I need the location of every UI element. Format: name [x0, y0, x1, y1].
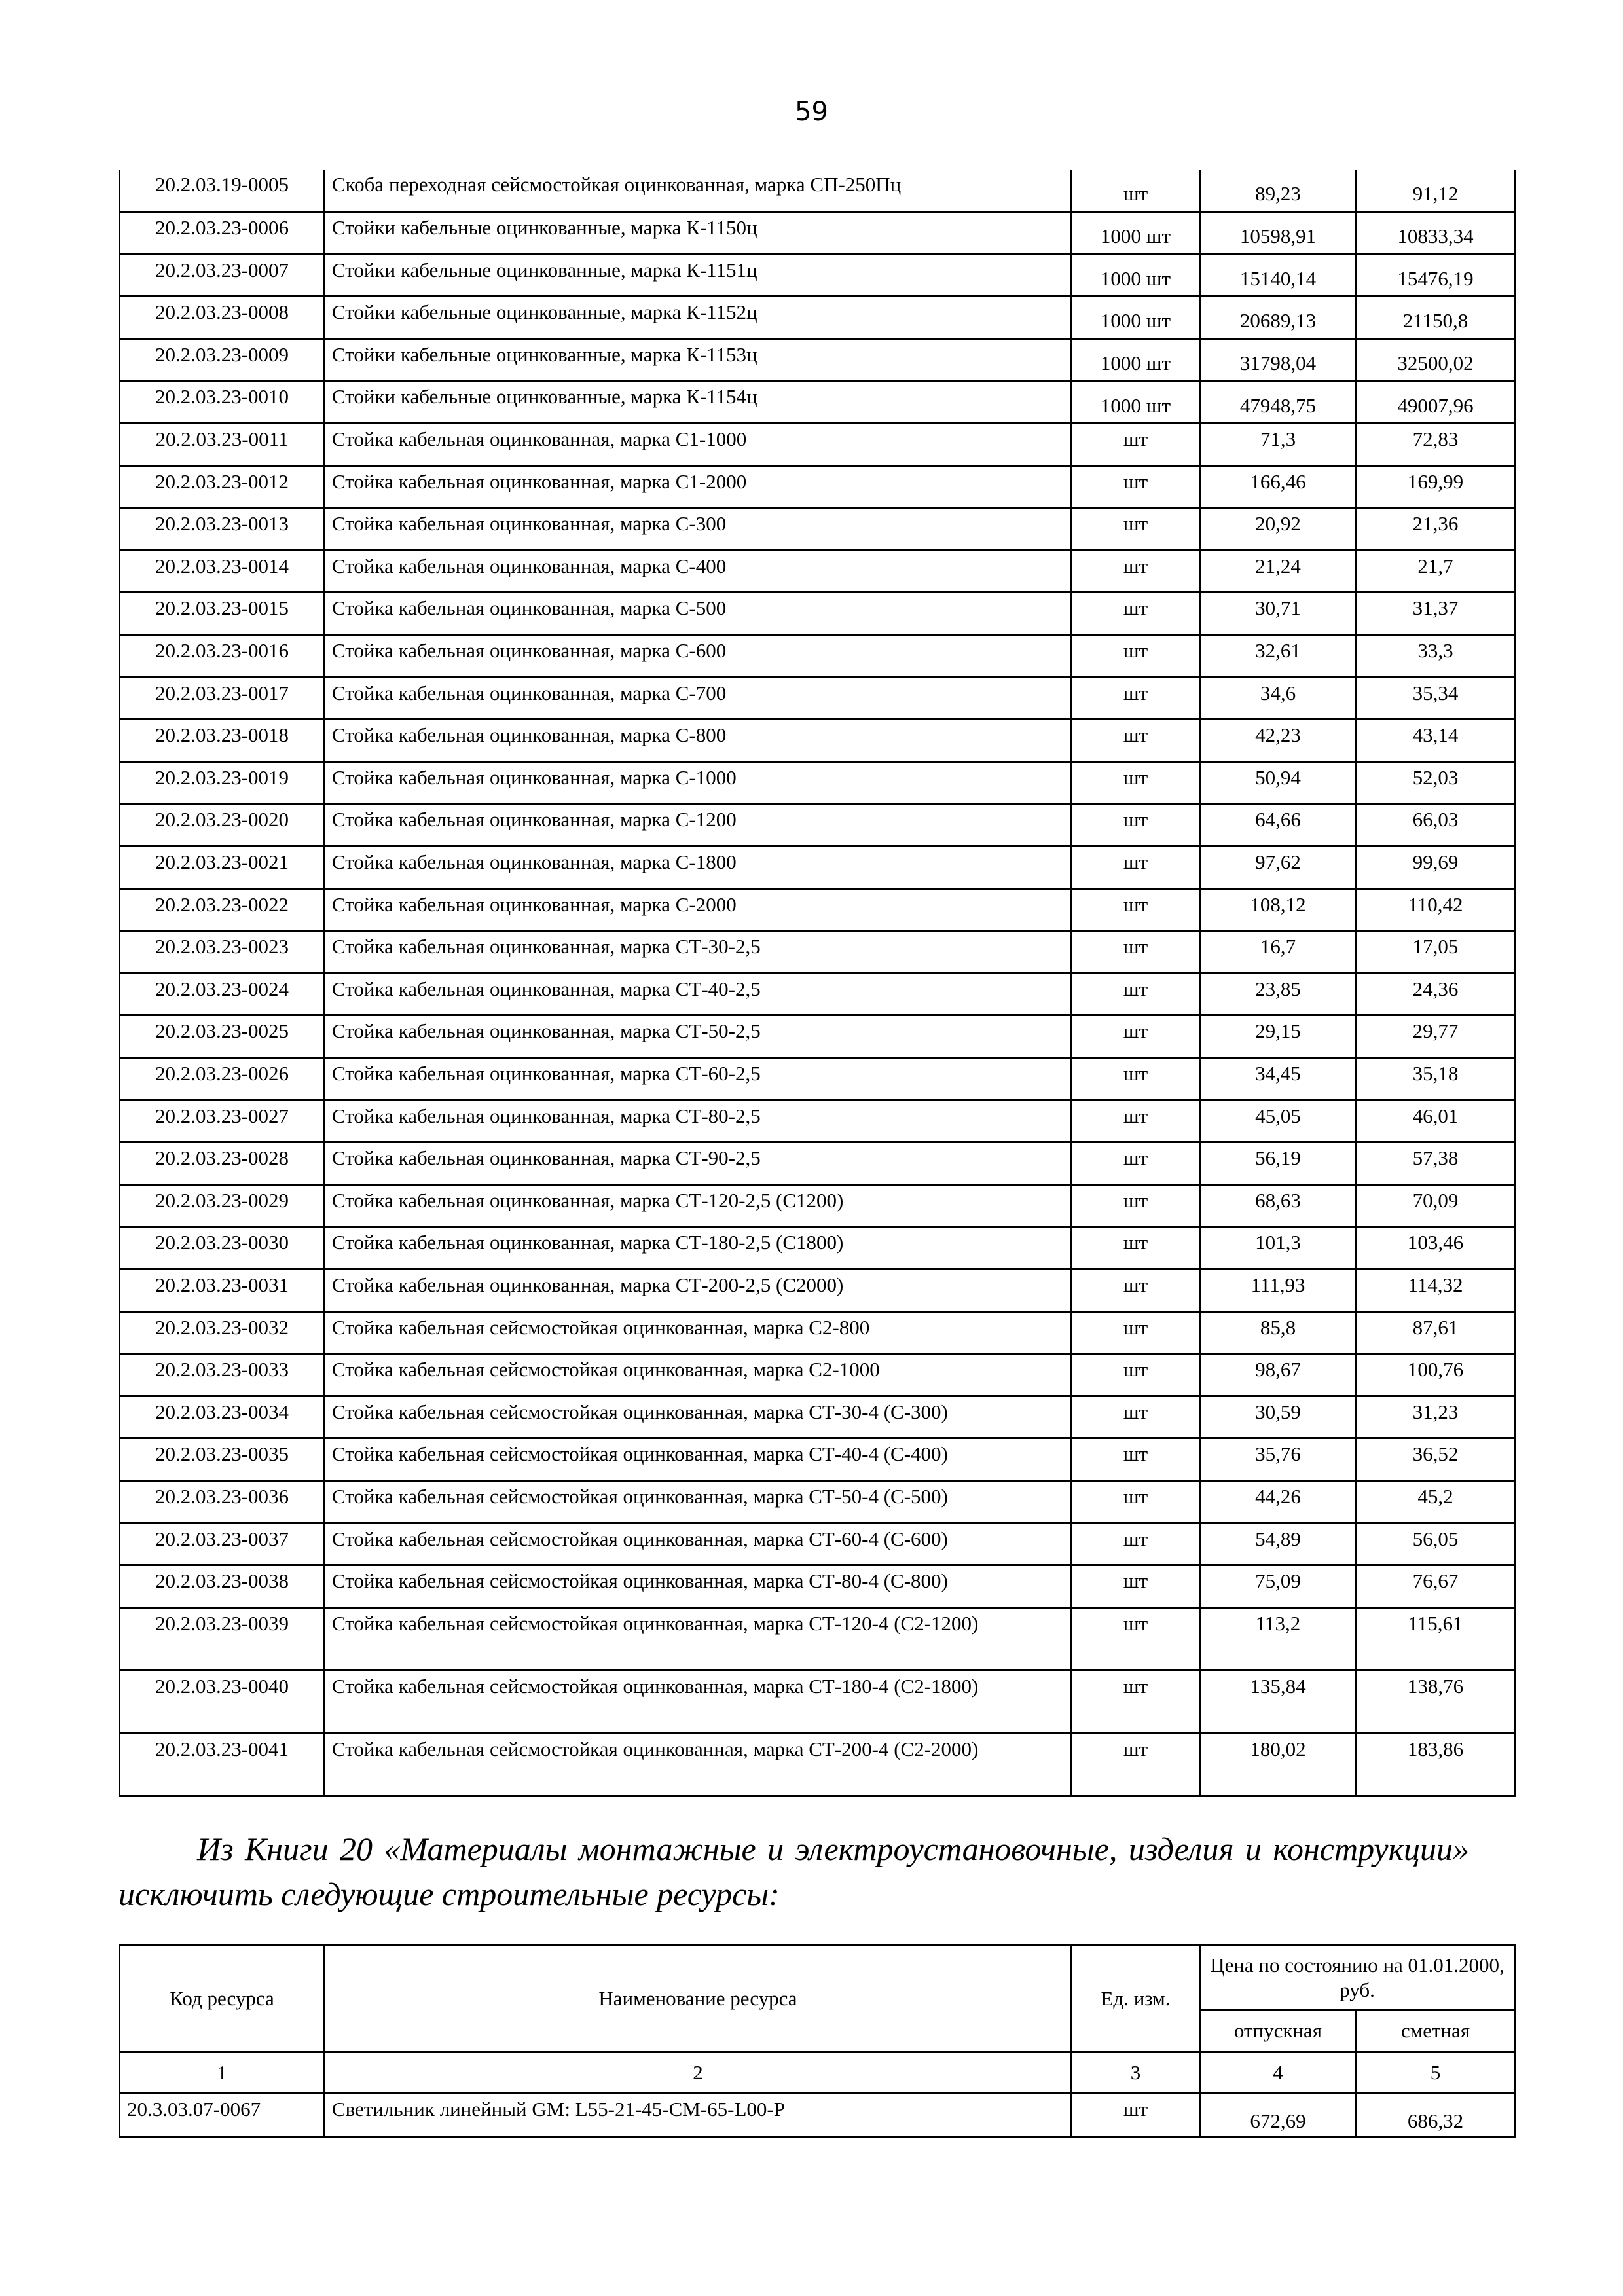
table-row — [120, 2094, 1515, 2137]
cell-unit: шт — [1072, 508, 1200, 551]
cell-name: Стойка кабельная оцинкованная, марка С-1800 — [325, 847, 1072, 889]
cell-unit: шт — [1072, 1184, 1200, 1227]
cell-name: Стойка кабельная сейсмостойкая оцинкованная, марка СТ-40-4 (С-400) — [325, 1438, 1072, 1481]
cell-unit: шт — [1072, 1142, 1200, 1185]
cell-name: Стойка кабельная оцинкованная, марка С-2000 — [325, 888, 1072, 931]
cell-wholesale: 98,67 — [1200, 1354, 1357, 1396]
header-code: Код ресурса — [120, 1946, 325, 2052]
cell-estimate: 31,23 — [1357, 1396, 1515, 1438]
cell-wholesale: 16,7 — [1200, 931, 1357, 974]
cell-unit: шт — [1072, 2094, 1200, 2137]
cell-estimate: 56,05 — [1357, 1523, 1515, 1565]
cell-unit: шт — [1072, 1396, 1200, 1438]
cell-unit: шт — [1072, 1670, 1200, 1733]
cell-code: 20.2.03.23-0032 — [120, 1311, 325, 1354]
table-row — [120, 720, 1515, 762]
cell-wholesale: 89,23 — [1200, 170, 1357, 212]
table-row — [120, 761, 1515, 804]
cell-code: 20.2.03.23-0014 — [120, 550, 325, 592]
cell-code: 20.2.03.23-0020 — [120, 804, 325, 847]
cell-name: Стойка кабельная оцинкованная, марка СТ-180-2,5 (С1800) — [325, 1227, 1072, 1269]
cell-code: 20.2.03.23-0013 — [120, 508, 325, 551]
cell-code: 20.2.03.23-0040 — [120, 1670, 325, 1733]
cell-estimate: 100,76 — [1357, 1354, 1515, 1396]
table-row — [120, 170, 1515, 212]
cell-wholesale: 672,69 — [1200, 2094, 1357, 2137]
column-number: 4 — [1200, 2052, 1357, 2094]
cell-estimate: 66,03 — [1357, 804, 1515, 847]
excluded-resources-table — [119, 1944, 1516, 2138]
cell-code: 20.2.03.23-0008 — [120, 297, 325, 339]
cell-unit: шт — [1072, 1438, 1200, 1481]
cell-wholesale: 180,02 — [1200, 1733, 1357, 1796]
page-number: 59 — [795, 97, 828, 127]
cell-name: Стойка кабельная оцинкованная, марка С-800 — [325, 720, 1072, 762]
column-number: 2 — [325, 2052, 1072, 2094]
header-estimate: сметная — [1357, 2010, 1515, 2052]
cell-unit: шт — [1072, 1015, 1200, 1058]
cell-estimate: 169,99 — [1357, 465, 1515, 508]
cell-name: Стойка кабельная оцинкованная, марка С-300 — [325, 508, 1072, 551]
cell-wholesale: 113,2 — [1200, 1607, 1357, 1670]
cell-code: 20.2.03.23-0023 — [120, 931, 325, 974]
cell-estimate: 10833,34 — [1357, 212, 1515, 255]
cell-code: 20.2.03.23-0028 — [120, 1142, 325, 1185]
cell-name: Стойки кабельные оцинкованные, марка К-1153ц — [325, 338, 1072, 381]
cell-name: Стойка кабельная сейсмостойкая оцинкованная, марка СТ-50-4 (С-500) — [325, 1480, 1072, 1523]
cell-estimate: 29,77 — [1357, 1015, 1515, 1058]
cell-wholesale: 64,66 — [1200, 804, 1357, 847]
cell-estimate: 87,61 — [1357, 1311, 1515, 1354]
cell-code: 20.2.03.23-0041 — [120, 1733, 325, 1796]
table-row — [120, 338, 1515, 381]
cell-code: 20.2.03.23-0011 — [120, 424, 325, 466]
table-row — [120, 635, 1515, 678]
cell-estimate: 72,83 — [1357, 424, 1515, 466]
table-row — [120, 1607, 1515, 1670]
table-row — [120, 1523, 1515, 1565]
cell-code: 20.2.03.23-0026 — [120, 1057, 325, 1100]
cell-code: 20.2.03.23-0034 — [120, 1396, 325, 1438]
cell-name: Стойка кабельная сейсмостойкая оцинкованная, марка СТ-60-4 (С-600) — [325, 1523, 1072, 1565]
table-row — [120, 847, 1515, 889]
cell-name: Стойка кабельная оцинкованная, марка СТ-90-2,5 — [325, 1142, 1072, 1185]
table-row — [120, 465, 1515, 508]
table-row — [120, 1733, 1515, 1796]
cell-unit: шт — [1072, 931, 1200, 974]
cell-name: Стойка кабельная оцинкованная, марка С1-1000 — [325, 424, 1072, 466]
cell-unit: шт — [1072, 465, 1200, 508]
cell-wholesale: 20689,13 — [1200, 297, 1357, 339]
table-row — [120, 1438, 1515, 1481]
cell-name: Стойка кабельная оцинкованная, марка С-1000 — [325, 761, 1072, 804]
cell-wholesale: 68,63 — [1200, 1184, 1357, 1227]
cell-code: 20.2.03.23-0018 — [120, 720, 325, 762]
cell-code: 20.2.03.23-0021 — [120, 847, 325, 889]
cell-code: 20.2.03.23-0029 — [120, 1184, 325, 1227]
cell-name: Светильник линейный GM: L55-21-45-CM-65-L00-P — [325, 2094, 1072, 2137]
cell-unit: шт — [1072, 635, 1200, 678]
cell-wholesale: 135,84 — [1200, 1670, 1357, 1733]
cell-wholesale: 30,59 — [1200, 1396, 1357, 1438]
cell-code: 20.2.03.23-0030 — [120, 1227, 325, 1269]
column-number: 1 — [120, 2052, 325, 2094]
cell-wholesale: 29,15 — [1200, 1015, 1357, 1058]
cell-code: 20.2.03.23-0027 — [120, 1100, 325, 1142]
cell-wholesale: 54,89 — [1200, 1523, 1357, 1565]
cell-estimate: 76,67 — [1357, 1565, 1515, 1608]
table-row — [120, 1565, 1515, 1608]
cell-unit: шт — [1072, 720, 1200, 762]
cell-name: Стойки кабельные оцинкованные, марка К-1150ц — [325, 212, 1072, 255]
cell-wholesale: 15140,14 — [1200, 254, 1357, 297]
cell-wholesale: 97,62 — [1200, 847, 1357, 889]
cell-estimate: 21150,8 — [1357, 297, 1515, 339]
cell-estimate: 46,01 — [1357, 1100, 1515, 1142]
table-row — [120, 1269, 1515, 1311]
table-row — [120, 212, 1515, 255]
cell-unit: шт — [1072, 592, 1200, 635]
cell-name: Стойка кабельная оцинкованная, марка СТ-120-2,5 (С1200) — [325, 1184, 1072, 1227]
cell-estimate: 183,86 — [1357, 1733, 1515, 1796]
cell-name: Стойки кабельные оцинкованные, марка К-1152ц — [325, 297, 1072, 339]
table-row — [120, 973, 1515, 1015]
cell-name: Стойка кабельная оцинкованная, марка СТ-30-2,5 — [325, 931, 1072, 974]
cell-wholesale: 45,05 — [1200, 1100, 1357, 1142]
cell-unit: шт — [1072, 1480, 1200, 1523]
header-wholesale: отпускная — [1200, 2010, 1357, 2052]
cell-wholesale: 32,61 — [1200, 635, 1357, 678]
cell-wholesale: 20,92 — [1200, 508, 1357, 551]
cell-code: 20.2.03.23-0015 — [120, 592, 325, 635]
cell-wholesale: 108,12 — [1200, 888, 1357, 931]
table-row — [120, 1015, 1515, 1058]
cell-wholesale: 34,45 — [1200, 1057, 1357, 1100]
cell-name: Стойка кабельная оцинкованная, марка СТ-200-2,5 (С2000) — [325, 1269, 1072, 1311]
table-row — [120, 1184, 1515, 1227]
table-row — [120, 381, 1515, 424]
cell-name: Стойка кабельная сейсмостойкая оцинкованная, марка СТ-200-4 (С2-2000) — [325, 1733, 1072, 1796]
cell-estimate: 57,38 — [1357, 1142, 1515, 1185]
header-name: Наименование ресурса — [325, 1946, 1072, 2052]
column-number: 3 — [1072, 2052, 1200, 2094]
cell-wholesale: 75,09 — [1200, 1565, 1357, 1608]
cell-code: 20.2.03.23-0024 — [120, 973, 325, 1015]
cell-unit: шт — [1072, 804, 1200, 847]
cell-wholesale: 42,23 — [1200, 720, 1357, 762]
cell-wholesale: 47948,75 — [1200, 381, 1357, 424]
cell-unit: шт — [1072, 170, 1200, 212]
cell-wholesale: 85,8 — [1200, 1311, 1357, 1354]
cell-unit: шт — [1072, 1311, 1200, 1354]
cell-name: Стойка кабельная сейсмостойкая оцинкованная, марка СТ-30-4 (С-300) — [325, 1396, 1072, 1438]
cell-name: Стойка кабельная оцинкованная, марка С-700 — [325, 677, 1072, 720]
cell-estimate: 43,14 — [1357, 720, 1515, 762]
cell-unit: 1000 шт — [1072, 254, 1200, 297]
cell-code: 20.3.03.07-0067 — [120, 2094, 325, 2137]
cell-estimate: 21,7 — [1357, 550, 1515, 592]
cell-unit: шт — [1072, 1057, 1200, 1100]
cell-unit: шт — [1072, 1733, 1200, 1796]
cell-estimate: 91,12 — [1357, 170, 1515, 212]
column-number: 5 — [1357, 2052, 1515, 2094]
table-row — [120, 508, 1515, 551]
cell-estimate: 33,3 — [1357, 635, 1515, 678]
cell-estimate: 99,69 — [1357, 847, 1515, 889]
cell-code: 20.2.03.23-0022 — [120, 888, 325, 931]
cell-estimate: 103,46 — [1357, 1227, 1515, 1269]
cell-unit: шт — [1072, 1523, 1200, 1565]
table-row — [120, 1354, 1515, 1396]
cell-estimate: 114,32 — [1357, 1269, 1515, 1311]
cell-estimate: 24,36 — [1357, 973, 1515, 1015]
cell-name: Стойка кабельная сейсмостойкая оцинкованная, марка С2-1000 — [325, 1354, 1072, 1396]
cell-code: 20.2.03.23-0035 — [120, 1438, 325, 1481]
cell-estimate: 31,37 — [1357, 592, 1515, 635]
cell-name: Стойка кабельная оцинкованная, марка С-1200 — [325, 804, 1072, 847]
cell-estimate: 35,18 — [1357, 1057, 1515, 1100]
cell-code: 20.2.03.23-0007 — [120, 254, 325, 297]
cell-estimate: 110,42 — [1357, 888, 1515, 931]
cell-estimate: 36,52 — [1357, 1438, 1515, 1481]
table-row — [120, 1311, 1515, 1354]
resources-table-continued — [119, 170, 1516, 1797]
cell-wholesale: 23,85 — [1200, 973, 1357, 1015]
cell-code: 20.2.03.23-0025 — [120, 1015, 325, 1058]
cell-name: Стойка кабельная сейсмостойкая оцинкованная, марка СТ-180-4 (С2-1800) — [325, 1670, 1072, 1733]
cell-code: 20.2.03.23-0033 — [120, 1354, 325, 1396]
cell-wholesale: 56,19 — [1200, 1142, 1357, 1185]
table-row — [120, 1142, 1515, 1185]
table-row — [120, 677, 1515, 720]
cell-code: 20.2.03.19-0005 — [120, 170, 325, 212]
cell-name: Стойка кабельная оцинкованная, марка С-600 — [325, 635, 1072, 678]
table-row — [120, 297, 1515, 339]
cell-wholesale: 21,24 — [1200, 550, 1357, 592]
cell-unit: шт — [1072, 1565, 1200, 1608]
cell-code: 20.2.03.23-0038 — [120, 1565, 325, 1608]
cell-wholesale: 34,6 — [1200, 677, 1357, 720]
cell-name: Стойка кабельная оцинкованная, марка С-400 — [325, 550, 1072, 592]
cell-unit: шт — [1072, 973, 1200, 1015]
cell-estimate: 32500,02 — [1357, 338, 1515, 381]
cell-code: 20.2.03.23-0012 — [120, 465, 325, 508]
cell-unit: шт — [1072, 1269, 1200, 1311]
cell-code: 20.2.03.23-0039 — [120, 1607, 325, 1670]
header-price: Цена по состоянию на 01.01.2000, руб. — [1200, 1946, 1515, 2010]
cell-unit: шт — [1072, 1354, 1200, 1396]
table-row — [120, 550, 1515, 592]
cell-unit: шт — [1072, 550, 1200, 592]
table-row — [120, 888, 1515, 931]
cell-estimate: 45,2 — [1357, 1480, 1515, 1523]
cell-name: Стойка кабельная оцинкованная, марка СТ-80-2,5 — [325, 1100, 1072, 1142]
cell-code: 20.2.03.23-0037 — [120, 1523, 325, 1565]
cell-estimate: 35,34 — [1357, 677, 1515, 720]
cell-name: Стойка кабельная оцинкованная, марка С-500 — [325, 592, 1072, 635]
cell-wholesale: 50,94 — [1200, 761, 1357, 804]
cell-unit: 1000 шт — [1072, 381, 1200, 424]
table-row — [120, 1100, 1515, 1142]
cell-code: 20.2.03.23-0031 — [120, 1269, 325, 1311]
cell-wholesale: 111,93 — [1200, 1269, 1357, 1311]
cell-name: Стойки кабельные оцинкованные, марка К-1151ц — [325, 254, 1072, 297]
cell-name: Стойка кабельная сейсмостойкая оцинкованная, марка СТ-120-4 (С2-1200) — [325, 1607, 1072, 1670]
table-row — [120, 931, 1515, 974]
table-row — [120, 424, 1515, 466]
cell-code: 20.2.03.23-0019 — [120, 761, 325, 804]
cell-unit: шт — [1072, 424, 1200, 466]
cell-name: Стойки кабельные оцинкованные, марка К-1154ц — [325, 381, 1072, 424]
cell-name: Стойка кабельная оцинкованная, марка СТ-50-2,5 — [325, 1015, 1072, 1058]
cell-code: 20.2.03.23-0036 — [120, 1480, 325, 1523]
cell-code: 20.2.03.23-0006 — [120, 212, 325, 255]
cell-estimate: 52,03 — [1357, 761, 1515, 804]
cell-wholesale: 35,76 — [1200, 1438, 1357, 1481]
cell-unit: шт — [1072, 888, 1200, 931]
cell-estimate: 138,76 — [1357, 1670, 1515, 1733]
cell-code: 20.2.03.23-0010 — [120, 381, 325, 424]
table-row — [120, 592, 1515, 635]
table-row — [120, 1670, 1515, 1733]
table-row — [120, 804, 1515, 847]
cell-estimate: 49007,96 — [1357, 381, 1515, 424]
cell-unit: шт — [1072, 1227, 1200, 1269]
table-row — [120, 1396, 1515, 1438]
cell-estimate: 21,36 — [1357, 508, 1515, 551]
cell-unit: шт — [1072, 1100, 1200, 1142]
cell-estimate: 115,61 — [1357, 1607, 1515, 1670]
cell-unit: 1000 шт — [1072, 212, 1200, 255]
table-row — [120, 1227, 1515, 1269]
cell-name: Стойка кабельная оцинкованная, марка С1-2000 — [325, 465, 1072, 508]
cell-estimate: 686,32 — [1357, 2094, 1515, 2137]
cell-name: Стойка кабельная сейсмостойкая оцинкованная, марка С2-800 — [325, 1311, 1072, 1354]
table-row — [120, 1057, 1515, 1100]
cell-estimate: 70,09 — [1357, 1184, 1515, 1227]
cell-unit: 1000 шт — [1072, 297, 1200, 339]
cell-estimate: 15476,19 — [1357, 254, 1515, 297]
cell-name: Стойка кабельная сейсмостойкая оцинкованная, марка СТ-80-4 (С-800) — [325, 1565, 1072, 1608]
cell-unit: шт — [1072, 847, 1200, 889]
table-row — [120, 254, 1515, 297]
cell-wholesale: 10598,91 — [1200, 212, 1357, 255]
table-row — [120, 1480, 1515, 1523]
cell-wholesale: 44,26 — [1200, 1480, 1357, 1523]
cell-wholesale: 101,3 — [1200, 1227, 1357, 1269]
header-unit: Ед. изм. — [1072, 1946, 1200, 2052]
cell-unit: 1000 шт — [1072, 338, 1200, 381]
cell-wholesale: 166,46 — [1200, 465, 1357, 508]
cell-name: Стойка кабельная оцинкованная, марка СТ-60-2,5 — [325, 1057, 1072, 1100]
cell-wholesale: 30,71 — [1200, 592, 1357, 635]
cell-unit: шт — [1072, 1607, 1200, 1670]
cell-code: 20.2.03.23-0009 — [120, 338, 325, 381]
cell-code: 20.2.03.23-0017 — [120, 677, 325, 720]
cell-name: Скоба переходная сейсмостойкая оцинкованная, марка СП-250Пц — [325, 170, 1072, 212]
cell-estimate: 17,05 — [1357, 931, 1515, 974]
cell-unit: шт — [1072, 761, 1200, 804]
exclusion-paragraph: Из Книги 20 «Материалы монтажные и электроустановочные, изделия и конструкции» исключить следующие строительные ресурсы: — [119, 1831, 1469, 1912]
cell-unit: шт — [1072, 677, 1200, 720]
cell-name: Стойка кабельная оцинкованная, марка СТ-40-2,5 — [325, 973, 1072, 1015]
cell-code: 20.2.03.23-0016 — [120, 635, 325, 678]
cell-wholesale: 31798,04 — [1200, 338, 1357, 381]
cell-wholesale: 71,3 — [1200, 424, 1357, 466]
